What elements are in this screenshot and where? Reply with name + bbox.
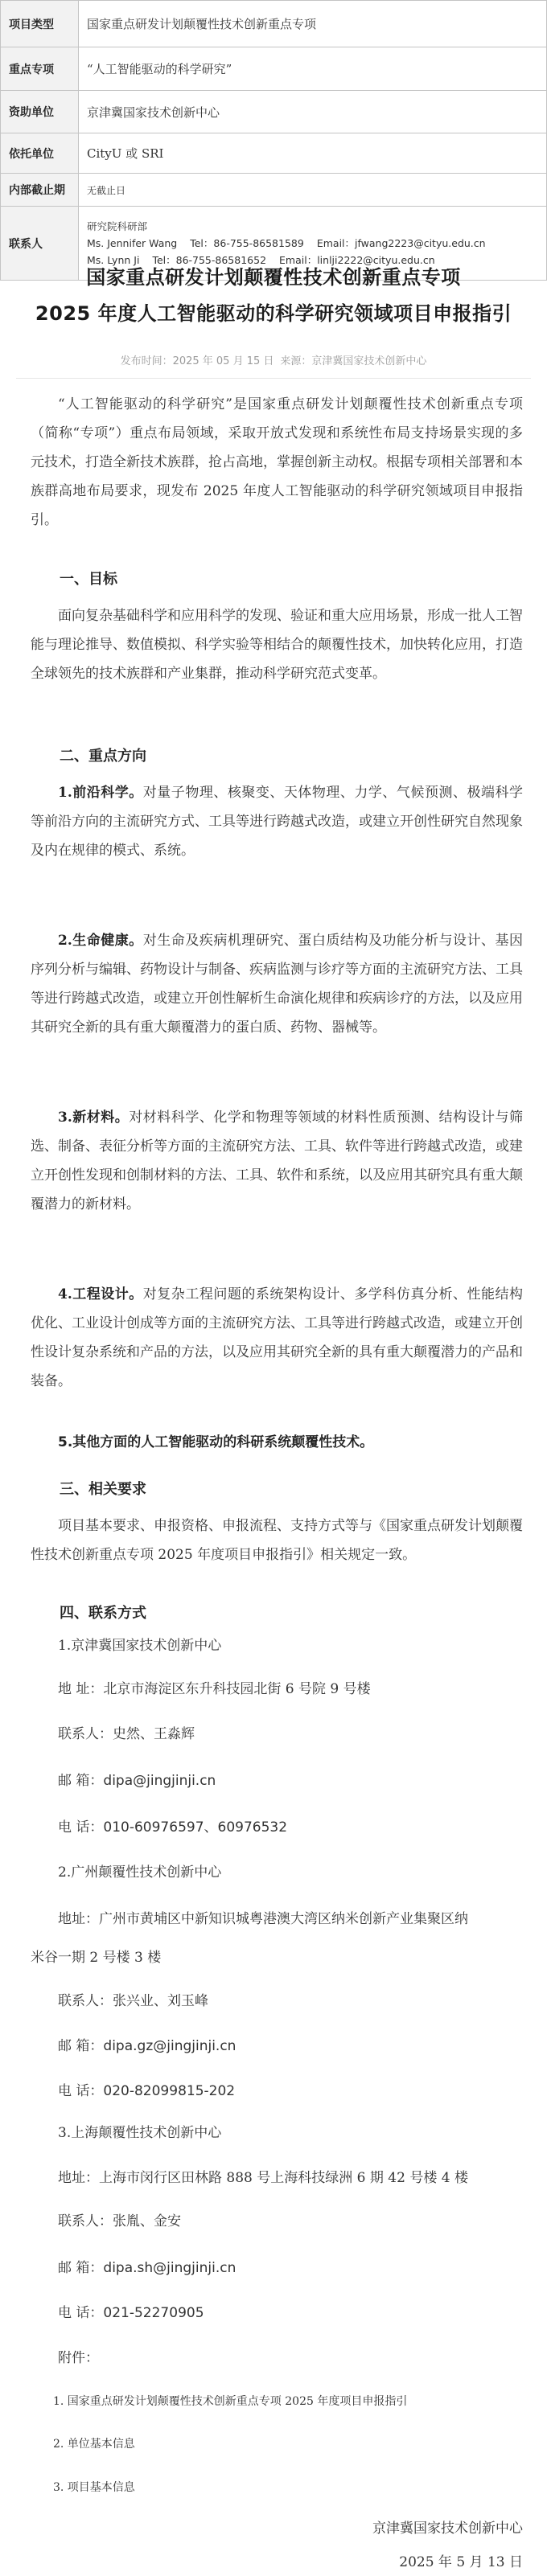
contact-org-3-address: 地址：上海市闵行区田林路 888 号上海科技绿洲 6 期 42 号楼 4 楼: [58, 2170, 468, 2186]
article-meta: [0, 352, 547, 367]
host-value: CityU 或 SRI: [79, 133, 547, 174]
project-type-value: 国家重点研发计划颠覆性技术创新重点专项: [79, 1, 547, 47]
special-value: “人工智能驱动的科学研究”: [79, 47, 547, 91]
contact-org-2-address-1: 地址：广州市黄埔区中新知识城粤港澳大湾区纳米创新产业集聚区纳: [58, 1911, 468, 1927]
direction-2-title: 2.生命健康。: [58, 933, 143, 949]
signature-org: 京津冀国家技术创新中心: [372, 2521, 523, 2537]
contact-org-2-people: 联系人：张兴业、刘玉峰: [58, 1993, 208, 2009]
direction-2-text: 对生命及疾病机理研究、蛋白质结构及功能分析与设计、基因序列分析与编辑、药物设计与制备、疾病监测与诊疗等方面的主流研究方法、工具等进行跨越式改造，或建立开创性解析生命演化规律和疾病诊疗的方法，以及应用其研究全新的具有重大颠覆潜力的蛋白质、药物、器械等。: [31, 933, 523, 1036]
deadline-label: 内部截止期: [1, 174, 79, 207]
contact-org-1-people: 联系人：史然、王淼辉: [58, 1726, 195, 1742]
direction-1: [31, 778, 523, 865]
attachment-1[interactable]: 1. 国家重点研发计划颠覆性技术创新重点专项 2025 年度项目申报指引: [53, 2395, 408, 2408]
direction-4-text: 对复杂工程问题的系统架构设计、多学科仿真分析、性能结构优化、工业设计创成等方面的主流研究方法、工具等进行跨越式改造，或建立开创性设计复杂系统和产品的方法，以及应用其研究全新的具有重大颠覆潜力的产品和装备。: [31, 1286, 523, 1389]
contact-org-3-people: 联系人：张胤、金安: [58, 2213, 181, 2229]
contact1-email[interactable]: Email：jfwang2223@cityu.edu.cn: [316, 237, 486, 249]
direction-1-text: 对量子物理、核聚变、天体物理、力学、气候预测、极端科学等前沿方向的主流研究方式、工具等进行跨越式改造，或建立开创性研究自然现象及内在规律的模式、系统。: [31, 785, 523, 859]
header-divider: [16, 378, 531, 379]
attachment-3[interactable]: 3. 项目基本信息: [53, 2481, 135, 2494]
contact1-tel: Tel：86-755-86581589: [190, 237, 304, 249]
section-goal-heading: 一、目标: [60, 571, 117, 588]
contact-org-2: 2.广州颠覆性技术创新中心: [58, 1864, 222, 1881]
direction-2: [31, 926, 523, 1042]
section-contact-heading: 四、联系方式: [60, 1605, 146, 1622]
contact-org-3-tel: 电 话：021-52270905: [58, 2305, 204, 2321]
article-source: 来源：京津冀国家技术创新中心: [280, 355, 427, 367]
attachments-label: 附件：: [58, 2350, 99, 2366]
project-info-table: [0, 0, 547, 281]
contact-label: 联系人: [1, 207, 79, 281]
attachment-2[interactable]: 2. 单位基本信息: [53, 2438, 135, 2451]
section-requirements-heading: 三、相关要求: [60, 1481, 146, 1498]
contact-org-3: 3.上海颠覆性技术创新中心: [58, 2125, 222, 2141]
contact-org-1-address: 地 址：北京市海淀区东升科技园北街 6 号院 9 号楼: [58, 1681, 371, 1697]
direction-4: [31, 1280, 523, 1396]
signature-date: 2025 年 5 月 13 日: [399, 2554, 523, 2570]
direction-3-title: 3.新材料。: [58, 1110, 130, 1126]
deadline-value: 无截止日: [79, 174, 547, 207]
project-type-label: 项目类型: [1, 1, 79, 47]
contact2-name: Ms. Lynn Ji: [87, 254, 140, 266]
publish-time: 发布时间：2025 年 05 月 15 日: [120, 355, 274, 367]
contact-org-1-email[interactable]: 邮 箱：dipa@jingjinji.cn: [58, 1773, 216, 1789]
contact-org-2-email[interactable]: 邮 箱：dipa.gz@jingjinji.cn: [58, 2038, 236, 2054]
contact-dept: 研究院科研部: [87, 220, 148, 232]
contact1-name: Ms. Jennifer Wang: [87, 237, 178, 249]
direction-4-title: 4.工程设计。: [58, 1286, 143, 1302]
contact-org-2-address-2: 米谷一期 2 号楼 3 楼: [31, 1950, 162, 1966]
article-title-line1: 国家重点研发计划颠覆性技术创新重点专项: [86, 266, 461, 289]
direction-3: [31, 1103, 523, 1219]
host-label: 依托单位: [1, 133, 79, 174]
intro-paragraph: “人工智能驱动的科学研究”是国家重点研发计划颠覆性技术创新重点专项（简称“专项”）重点布局领域，采取开放式发现和系统性布局支持场景实现的多元技术，打造全新技术族群，抢占高地，掌握创新主动权。根据专项相关部署和本族群高地布局要求，现发布 2025 年度人工智能驱动的科学研究领域项目申报指引。: [31, 396, 523, 528]
contact-org-1-tel: 电 话：010-60976597、60976532: [58, 1819, 288, 1836]
sponsor-value: 京津冀国家技术创新中心: [79, 91, 547, 133]
contact-org-3-email[interactable]: 邮 箱：dipa.sh@jingjinji.cn: [58, 2260, 236, 2276]
contact-row-1: [87, 235, 538, 252]
section-directions-heading: 二、重点方向: [60, 748, 146, 765]
direction-3-text: 对材料科学、化学和物理等领域的材料性质预测、结构设计与筛选、制备、表征分析等方面的主流研究方法、工具、软件等进行跨越式改造，或建立开创性发现和创制材料的方法、工具、软件和系统，以及应用其研究具有重大颠覆潜力的新材料。: [31, 1110, 524, 1212]
direction-5: 5.其他方面的人工智能驱动的科研系统颠覆性技术。: [58, 1434, 374, 1450]
contact2-email[interactable]: Email：linlji2222@cityu.edu.cn: [279, 254, 435, 266]
contact-org-1: 1.京津冀国家技术创新中心: [58, 1638, 222, 1654]
special-label: 重点专项: [1, 47, 79, 91]
contact2-tel: Tel：86-755-86581652: [152, 254, 267, 266]
article-title-line2: 2025 年度人工智能驱动的科学研究领域项目申报指引: [35, 302, 512, 325]
section-requirements-text: 项目基本要求、申报资格、申报流程、支持方式等与《国家重点研发计划颠覆性技术创新重点专项 2025 年度项目申报指引》相关规定一致。: [31, 1518, 523, 1563]
section-goal-text: 面向复杂基础科学和应用科学的发现、验证和重大应用场景，形成一批人工智能与理论推导、数值模拟、科学实验等相结合的颠覆性技术，加快转化应用，打造全球领先的技术族群和产业集群，推动科学研究范式变革。: [31, 608, 523, 682]
direction-1-title: 1.前沿科学。: [58, 785, 143, 801]
sponsor-label: 资助单位: [1, 91, 79, 133]
contact-org-2-tel: 电 话：020-82099815-202: [58, 2083, 236, 2099]
